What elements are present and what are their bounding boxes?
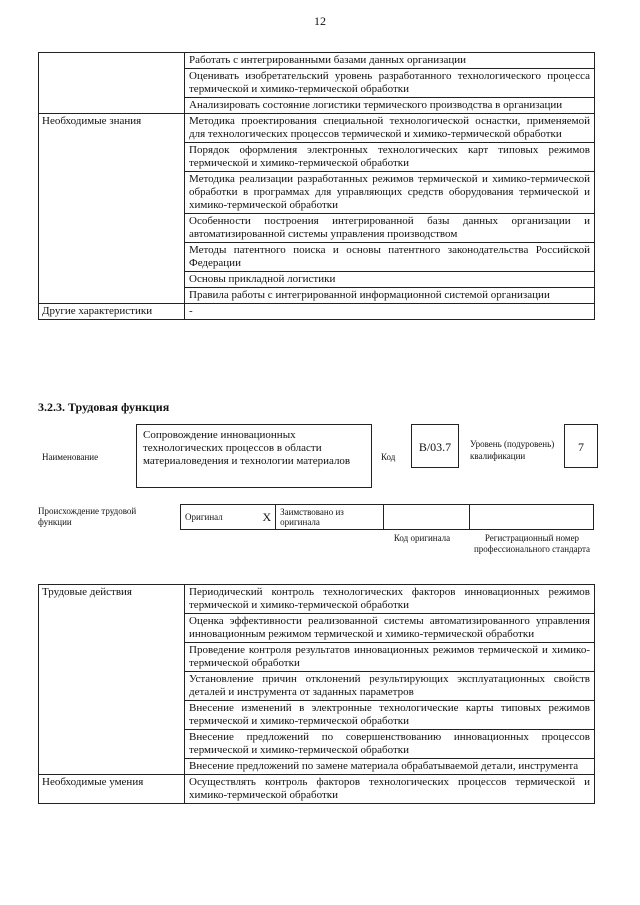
- knowledge-item: Методы патентного поиска и основы патентного законодательства Российской Федерации: [185, 243, 595, 272]
- knowledge-item: Правила работы с интегрированной информационной системой организации: [185, 288, 595, 304]
- page-number: 12: [314, 14, 326, 28]
- section-title: 3.2.3. Трудовая функция: [38, 400, 170, 414]
- table-row: [39, 775, 595, 804]
- knowledge-item: Основы прикладной логистики: [185, 272, 595, 288]
- knowledge-item: Методика реализации разработанных режимов термической и химико-термической обработки в программах для управляющих средств оборудования термической и химико-термической обработки: [185, 172, 595, 214]
- original-mark: X: [259, 505, 276, 530]
- knowledge-label: Необходимые знания: [39, 114, 185, 304]
- code-label: Код: [381, 452, 396, 462]
- actions-label: Трудовые действия: [39, 585, 185, 775]
- function-code-box: B/03.7: [411, 424, 459, 468]
- origin-label: Происхождение трудовой функции: [38, 506, 137, 527]
- name-label: Наименование: [42, 452, 99, 462]
- qualification-level-label: Уровень (подуровень) квалификации: [470, 439, 555, 461]
- action-item: Внесение изменений в электронные технологические карты типовых режимов термической и химико-термической обработки: [185, 701, 595, 730]
- knowledge-item: Порядок оформления электронных технологических карт типовых режимов термической и химико-термической обработки: [185, 143, 595, 172]
- skills-label: Необходимые умения: [39, 775, 185, 804]
- borrowed-cell: Заимствовано из оригинала: [276, 505, 384, 530]
- skills-label-cell-continued: [39, 53, 185, 114]
- original-cell: Оригинал: [181, 505, 259, 530]
- action-item: Проведение контроля результатов инновационных режимов термической и химико-термической обработки: [185, 643, 595, 672]
- action-item: Оценка эффективности реализованной системы автоматизированного управления инновационным режимом термической и химико-термической обработки: [185, 614, 595, 643]
- knowledge-item: Методика проектирования специальной технологической оснастки, применяемой для технологических процессов термической и химико-термической обработки: [185, 114, 595, 143]
- skill-item: Оценивать изобретательский уровень разработанного технологического процесса термической и химико-термической обработки: [185, 69, 595, 98]
- table-row: [181, 505, 594, 530]
- top-requirements-table: [38, 52, 595, 320]
- action-item: Установление причин отклонений результирующих эксплуатационных свойств деталей и инструмента от заданных параметров: [185, 672, 595, 701]
- origin-table: [180, 504, 594, 530]
- skill-item: Работать с интегрированными базами данных организации: [185, 53, 595, 69]
- knowledge-item: Особенности построения интегрированной базы данных организации и автоматизированной системы управления производством: [185, 214, 595, 243]
- table-row: [39, 304, 595, 320]
- action-item: Внесение предложений по совершенствованию инновационных процессов термической и химико-термической обработки: [185, 730, 595, 759]
- skill-item: Осуществлять контроль факторов технологических процессов термической и химико-термической обработки: [185, 775, 595, 804]
- qualification-level-box: 7: [564, 424, 598, 468]
- labor-function-header: [38, 424, 598, 488]
- registration-number-caption: Регистрационный номер профессионального стандарта: [473, 533, 591, 554]
- other-characteristics-label: Другие характеристики: [39, 304, 185, 320]
- registration-number-cell: [470, 505, 594, 530]
- table-row: [39, 585, 595, 614]
- function-name-box: Сопровождение инновационных технологических процессов в области материаловедения и технологии материалов: [136, 424, 372, 488]
- action-item: Внесение предложений по замене материала обрабатываемой детали, инструмента: [185, 759, 595, 775]
- table-row: [39, 53, 595, 69]
- other-characteristics-value: -: [185, 304, 595, 320]
- original-code-cell: [384, 505, 470, 530]
- skill-item: Анализировать состояние логистики термического производства в организации: [185, 98, 595, 114]
- original-code-caption: Код оригинала: [393, 533, 451, 543]
- action-item: Периодический контроль технологических факторов инновационных режимов термической и химико-термической обработки: [185, 585, 595, 614]
- table-row: [39, 114, 595, 143]
- bottom-requirements-table: [38, 584, 595, 804]
